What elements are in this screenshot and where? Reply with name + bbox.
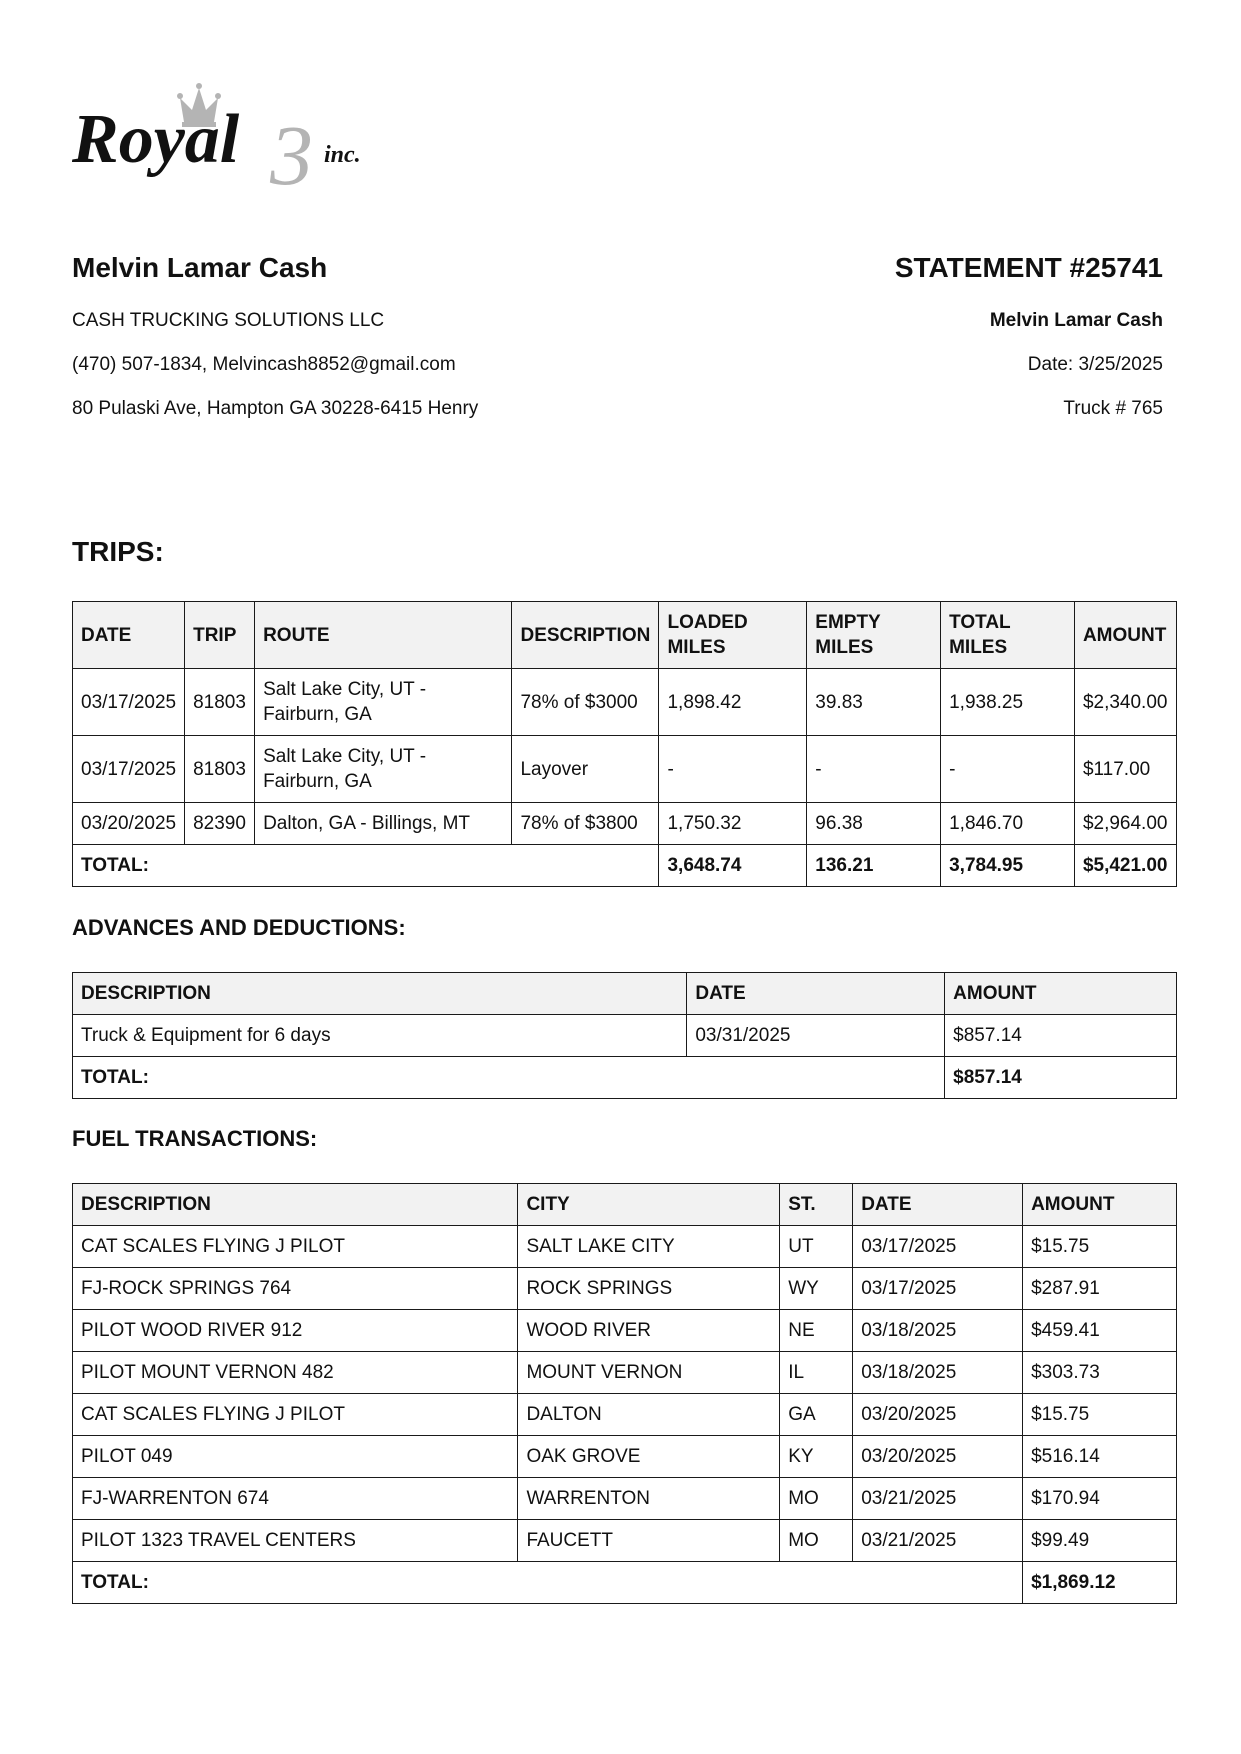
cell: MO bbox=[780, 1520, 853, 1562]
statement-title: STATEMENT #25741 bbox=[894, 252, 1163, 283]
cell: $303.73 bbox=[1023, 1352, 1177, 1394]
cell: $459.41 bbox=[1023, 1310, 1177, 1352]
col-header: AMOUNT bbox=[945, 973, 1177, 1015]
cell: SALT LAKE CITY bbox=[518, 1226, 780, 1268]
cell: $857.14 bbox=[945, 1015, 1177, 1057]
driver-address: 80 Pulaski Ave, Hampton GA 30228-6415 Henry bbox=[72, 398, 479, 419]
cell: $516.14 bbox=[1023, 1436, 1177, 1478]
total-row bbox=[73, 845, 1177, 887]
fuel-heading: FUEL TRANSACTIONS: bbox=[72, 1126, 318, 1151]
cell: 03/20/2025 bbox=[73, 803, 185, 845]
cell: 1,750.32 bbox=[659, 803, 807, 845]
col-header: TRIP bbox=[185, 602, 255, 669]
statement-name: Melvin Lamar Cash bbox=[989, 310, 1163, 331]
total-label: TOTAL: bbox=[73, 845, 659, 887]
col-header: ROUTE bbox=[255, 602, 512, 669]
cell: UT bbox=[780, 1226, 853, 1268]
cell: KY bbox=[780, 1436, 853, 1478]
col-header: AMOUNT bbox=[1074, 602, 1176, 669]
cell: NE bbox=[780, 1310, 853, 1352]
logo-numeral: 3 bbox=[270, 107, 313, 194]
cell: FJ-ROCK SPRINGS 764 bbox=[73, 1268, 518, 1310]
table-header-row bbox=[73, 973, 1177, 1015]
cell: CAT SCALES FLYING J PILOT bbox=[73, 1226, 518, 1268]
table-row bbox=[73, 803, 1177, 845]
cell: PILOT 049 bbox=[73, 1436, 518, 1478]
cell: PILOT WOOD RIVER 912 bbox=[73, 1310, 518, 1352]
cell: 81803 bbox=[185, 736, 255, 803]
cell: 1,846.70 bbox=[941, 803, 1075, 845]
total-amount: $1,869.12 bbox=[1023, 1562, 1177, 1604]
cell: WARRENTON bbox=[518, 1478, 780, 1520]
table-row bbox=[73, 1226, 1177, 1268]
cell: PILOT 1323 TRAVEL CENTERS bbox=[73, 1520, 518, 1562]
company-logo bbox=[72, 76, 392, 194]
statement-truck: Truck # 765 bbox=[1063, 398, 1163, 419]
cell: 03/21/2025 bbox=[853, 1478, 1023, 1520]
cell: Salt Lake City, UT - Fairburn, GA bbox=[255, 736, 512, 803]
cell: PILOT MOUNT VERNON 482 bbox=[73, 1352, 518, 1394]
cell: 1,898.42 bbox=[659, 669, 807, 736]
cell: $15.75 bbox=[1023, 1394, 1177, 1436]
table-row bbox=[73, 1394, 1177, 1436]
col-header: DATE bbox=[853, 1184, 1023, 1226]
cell: 03/17/2025 bbox=[853, 1268, 1023, 1310]
table-row bbox=[73, 1520, 1177, 1562]
col-header: DATE bbox=[687, 973, 945, 1015]
advances-heading: ADVANCES AND DEDUCTIONS: bbox=[72, 915, 406, 940]
total-row bbox=[73, 1562, 1177, 1604]
logo-suffix: inc. bbox=[324, 142, 361, 168]
cell: $2,964.00 bbox=[1074, 803, 1176, 845]
total-amount: $5,421.00 bbox=[1074, 845, 1176, 887]
total-amount: $857.14 bbox=[945, 1057, 1177, 1099]
cell: 03/21/2025 bbox=[853, 1520, 1023, 1562]
cell: 78% of $3000 bbox=[512, 669, 659, 736]
total-label: TOTAL: bbox=[73, 1562, 1023, 1604]
col-header: DESCRIPTION bbox=[73, 973, 687, 1015]
table-row bbox=[73, 1478, 1177, 1520]
table-row bbox=[73, 1436, 1177, 1478]
col-header: LOADED MILES bbox=[659, 602, 807, 669]
cell: DALTON bbox=[518, 1394, 780, 1436]
cell: 03/20/2025 bbox=[853, 1436, 1023, 1478]
cell: $15.75 bbox=[1023, 1226, 1177, 1268]
cell: 03/17/2025 bbox=[73, 669, 185, 736]
cell: ROCK SPRINGS bbox=[518, 1268, 780, 1310]
col-header: DATE bbox=[73, 602, 185, 669]
col-header: EMPTY MILES bbox=[807, 602, 941, 669]
table-row bbox=[73, 1310, 1177, 1352]
cell: CAT SCALES FLYING J PILOT bbox=[73, 1394, 518, 1436]
cell: WOOD RIVER bbox=[518, 1310, 780, 1352]
col-header: TOTAL MILES bbox=[941, 602, 1075, 669]
cell: 03/20/2025 bbox=[853, 1394, 1023, 1436]
driver-contact: (470) 507-1834, Melvincash8852@gmail.com bbox=[72, 354, 456, 375]
cell: $170.94 bbox=[1023, 1478, 1177, 1520]
cell: $287.91 bbox=[1023, 1268, 1177, 1310]
cell: 03/31/2025 bbox=[687, 1015, 945, 1057]
cell: FAUCETT bbox=[518, 1520, 780, 1562]
cell: 03/18/2025 bbox=[853, 1352, 1023, 1394]
cell: $117.00 bbox=[1074, 736, 1176, 803]
table-header-row bbox=[73, 1184, 1177, 1226]
table-row bbox=[73, 1352, 1177, 1394]
cell: $2,340.00 bbox=[1074, 669, 1176, 736]
cell: IL bbox=[780, 1352, 853, 1394]
cell: Truck & Equipment for 6 days bbox=[73, 1015, 687, 1057]
col-header: DESCRIPTION bbox=[73, 1184, 518, 1226]
total-row bbox=[73, 1057, 1177, 1099]
table-row bbox=[73, 669, 1177, 736]
cell: 81803 bbox=[185, 669, 255, 736]
table-row bbox=[73, 1268, 1177, 1310]
cell: MO bbox=[780, 1478, 853, 1520]
cell: MOUNT VERNON bbox=[518, 1352, 780, 1394]
cell: 39.83 bbox=[807, 669, 941, 736]
table-row bbox=[73, 736, 1177, 803]
trips-heading: TRIPS: bbox=[72, 536, 164, 567]
total-label: TOTAL: bbox=[73, 1057, 945, 1099]
cell: $99.49 bbox=[1023, 1520, 1177, 1562]
cell: FJ-WARRENTON 674 bbox=[73, 1478, 518, 1520]
cell: - bbox=[941, 736, 1075, 803]
cell: Layover bbox=[512, 736, 659, 803]
total-miles: 3,784.95 bbox=[941, 845, 1075, 887]
cell: GA bbox=[780, 1394, 853, 1436]
statement-date: Date: 3/25/2025 bbox=[1027, 354, 1163, 375]
cell: 03/17/2025 bbox=[853, 1226, 1023, 1268]
cell: 03/17/2025 bbox=[73, 736, 185, 803]
cell: OAK GROVE bbox=[518, 1436, 780, 1478]
cell: WY bbox=[780, 1268, 853, 1310]
cell: 78% of $3800 bbox=[512, 803, 659, 845]
cell: Salt Lake City, UT - Fairburn, GA bbox=[255, 669, 512, 736]
total-loaded-miles: 3,648.74 bbox=[659, 845, 807, 887]
cell: 82390 bbox=[185, 803, 255, 845]
fuel-table bbox=[72, 1183, 1177, 1604]
cell: 03/18/2025 bbox=[853, 1310, 1023, 1352]
cell: 96.38 bbox=[807, 803, 941, 845]
cell: - bbox=[659, 736, 807, 803]
cell: - bbox=[807, 736, 941, 803]
total-empty-miles: 136.21 bbox=[807, 845, 941, 887]
col-header: ST. bbox=[780, 1184, 853, 1226]
advances-table bbox=[72, 972, 1177, 1099]
col-header: AMOUNT bbox=[1023, 1184, 1177, 1226]
table-header-row bbox=[73, 602, 1177, 669]
col-header: DESCRIPTION bbox=[512, 602, 659, 669]
cell: Dalton, GA - Billings, MT bbox=[255, 803, 512, 845]
col-header: CITY bbox=[518, 1184, 780, 1226]
cell: 1,938.25 bbox=[941, 669, 1075, 736]
driver-name: Melvin Lamar Cash bbox=[72, 252, 328, 283]
driver-company: CASH TRUCKING SOLUTIONS LLC bbox=[72, 310, 385, 331]
trips-table bbox=[72, 601, 1177, 887]
logo-word: Royal bbox=[72, 101, 240, 178]
table-row bbox=[73, 1015, 1177, 1057]
